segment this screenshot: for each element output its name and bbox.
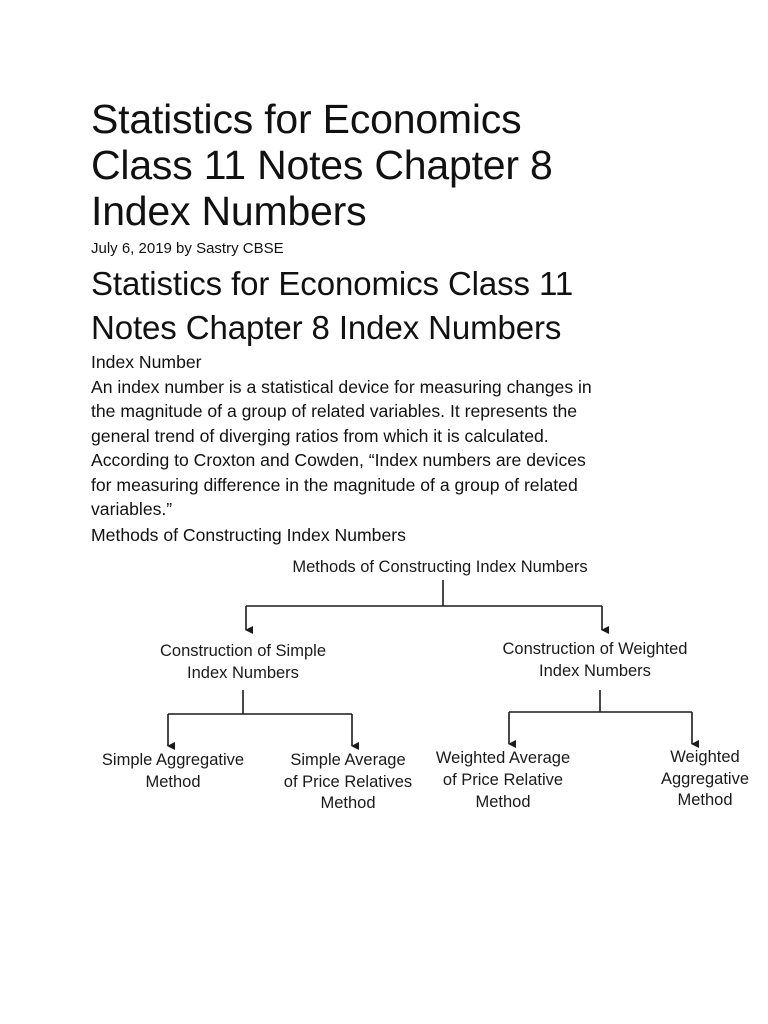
- article-heading: [91, 262, 691, 350]
- leaf-label-line: Weighted Average: [435, 749, 571, 767]
- root-connectors: [246, 580, 602, 630]
- page-title: [91, 96, 691, 234]
- paragraph-line: for measuring difference in the magnitude of a group of related: [91, 474, 578, 495]
- section-heading-index-number: Index Number: [91, 352, 202, 372]
- leaf-label-line: Method: [677, 791, 733, 809]
- simple-index-label-line: Index Numbers: [187, 664, 299, 682]
- leaf-label-line: Method: [475, 793, 531, 811]
- leaf-label-line: Simple Average: [290, 751, 406, 769]
- weighted-index-node: [503, 640, 688, 680]
- root-node-label: Methods of Constructing Index Numbers: [292, 558, 588, 576]
- leaf-label-line: Method: [320, 794, 376, 812]
- leaf-label-line: of Price Relative: [442, 771, 564, 789]
- page-title-line: Index Numbers: [91, 188, 367, 234]
- tree-diagram-svg: [80, 550, 768, 820]
- weighted-average-price-relative-node: [436, 749, 570, 811]
- simple-index-label-line: Construction of Simple: [160, 642, 326, 660]
- paragraph-line: variables.”: [91, 499, 173, 519]
- paragraph-line: According to Croxton and Cowden, “Index numbers are devices: [91, 450, 586, 470]
- section-heading-methods: Methods of Constructing Index Numbers: [91, 524, 406, 545]
- methods-tree-diagram: [80, 550, 768, 820]
- page-title-line: Statistics for Economics: [91, 96, 522, 142]
- weighted-index-label-line: Index Numbers: [539, 662, 651, 680]
- post-meta: July 6, 2019 by Sastry CBSE: [91, 240, 284, 257]
- paragraph-line: the magnitude of a group of related variables. It represents the: [91, 401, 578, 421]
- article-heading-line: Statistics for Economics Class 11: [91, 265, 574, 302]
- leaf-label-line: of Price Relatives: [283, 773, 413, 791]
- page-title-line: Class 11 Notes Chapter 8: [91, 142, 553, 188]
- paragraph-line: An index number is a statistical device for measuring changes in: [91, 376, 592, 397]
- article-heading-line: Notes Chapter 8 Index Numbers: [91, 309, 562, 346]
- leaf-label-line: Aggregative: [660, 770, 750, 788]
- simple-index-node: [160, 642, 326, 682]
- right-branch-connectors: [509, 690, 692, 744]
- leaf-label-line: Simple Aggregative: [101, 751, 245, 769]
- simple-average-price-relatives-node: [284, 751, 412, 812]
- leaf-label-line: Method: [145, 773, 201, 791]
- definition-paragraph: [91, 375, 691, 522]
- article: [91, 96, 691, 547]
- simple-aggregative-method-node: [102, 751, 244, 791]
- left-branch-connectors: [168, 690, 352, 746]
- paragraph-line: general trend of diverging ratios from which it is calculated.: [91, 425, 549, 446]
- leaf-label-line: Weighted: [670, 748, 740, 766]
- weighted-index-label-line: Construction of Weighted: [502, 640, 688, 658]
- weighted-aggregative-method-node: [661, 748, 749, 809]
